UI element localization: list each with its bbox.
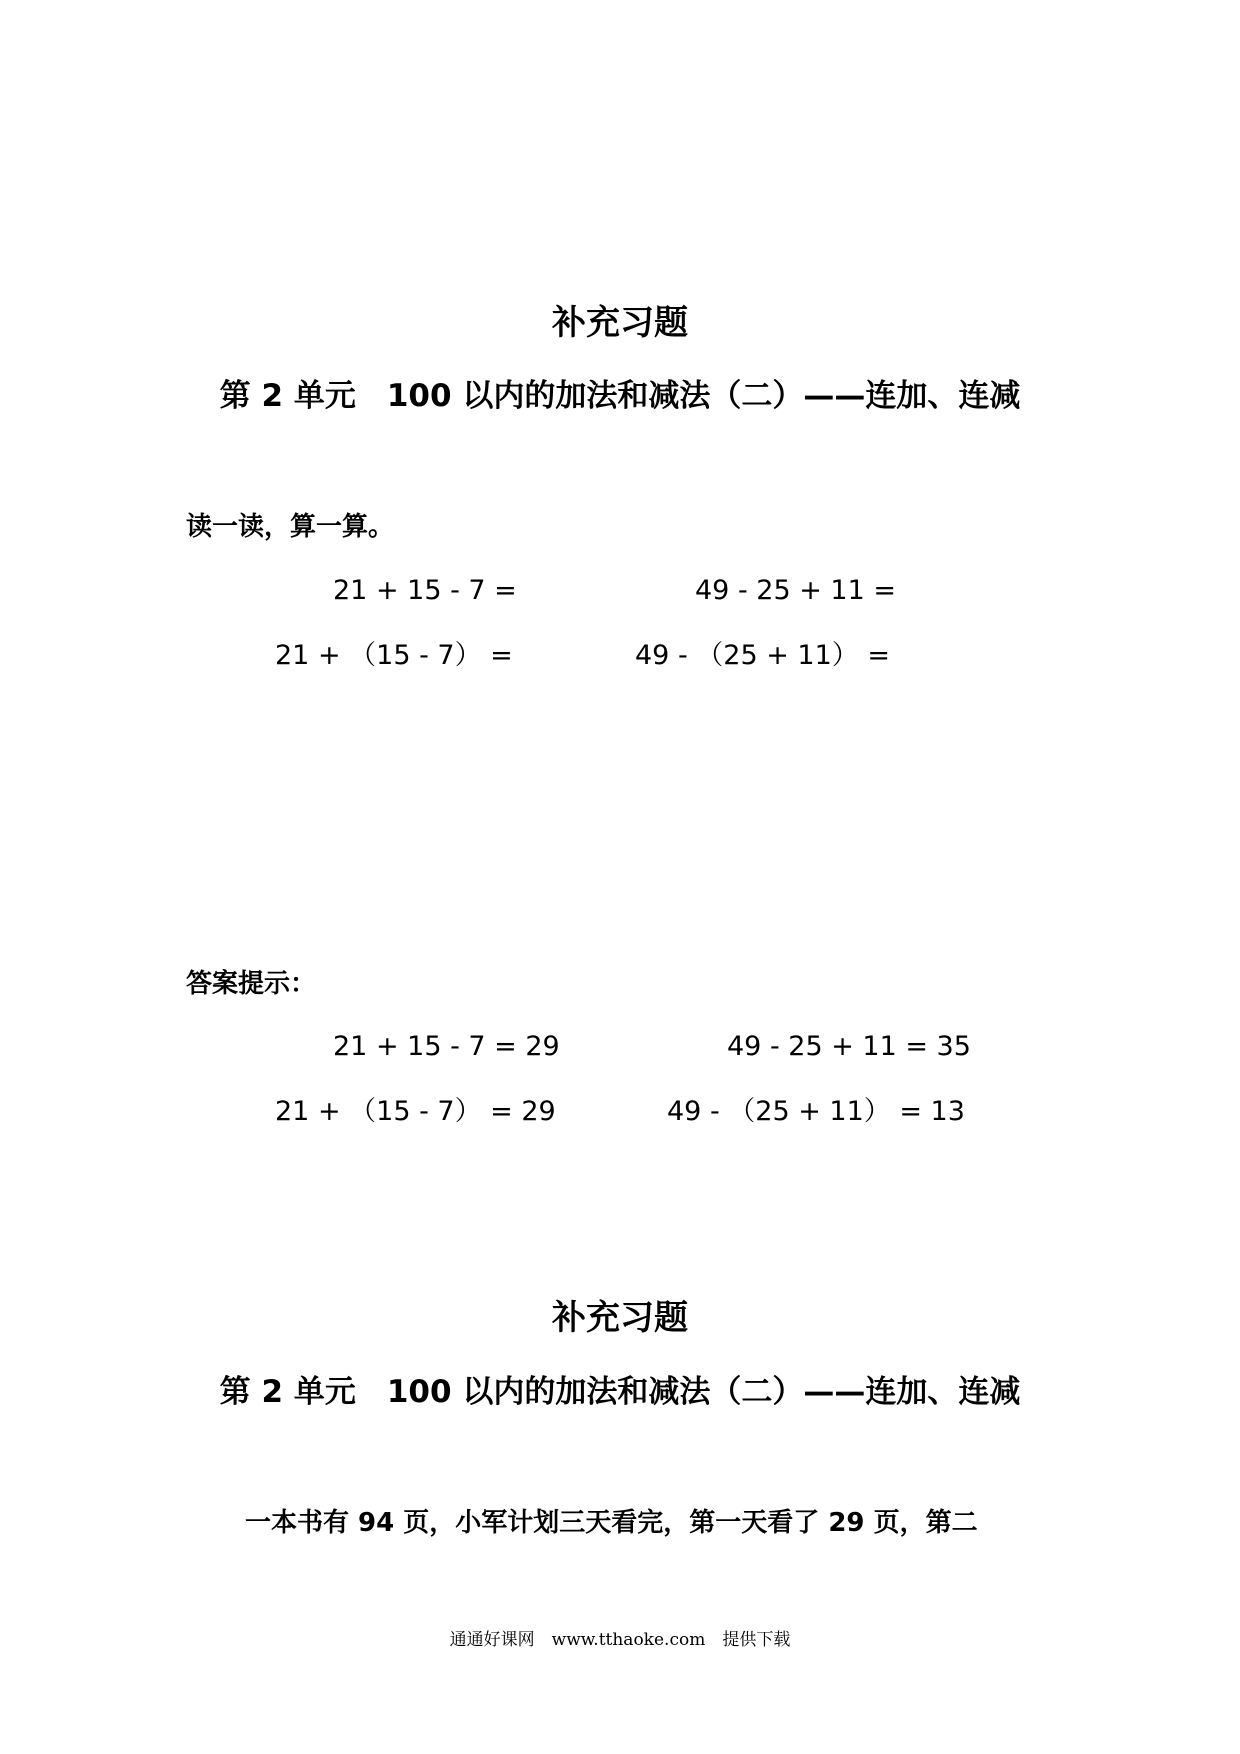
section2-subtitle: 第 2 单元 100 以内的加法和减法（二）——连加、连减 bbox=[219, 1374, 1021, 1410]
answer-expression-1: 21 + 15 - 7 = 29 bbox=[333, 1031, 560, 1062]
exercise-expression-3: 21 + （15 - 7） = bbox=[275, 640, 513, 671]
exercise-expression-2: 49 - 25 + 11 = bbox=[695, 575, 896, 606]
answer-expression-2: 49 - 25 + 11 = 35 bbox=[727, 1031, 971, 1062]
answers-label: 答案提示： bbox=[186, 969, 317, 999]
footer-text: 通通好课网 www.tthaoke.com 提供下载 bbox=[449, 1630, 791, 1650]
section1-subtitle: 第 2 单元 100 以内的加法和减法（二）——连加、连减 bbox=[219, 378, 1021, 414]
exercise-expression-1: 21 + 15 - 7 = bbox=[333, 575, 517, 606]
section1-title: 补充习题 bbox=[552, 303, 688, 343]
answer-expression-3: 21 + （15 - 7） = 29 bbox=[275, 1096, 556, 1127]
word-problem-text: 一本书有 94 页，小军计划三天看完，第一天看了 29 页，第二 bbox=[245, 1508, 978, 1538]
section2-title: 补充习题 bbox=[552, 1298, 688, 1338]
exercise-expression-4: 49 - （25 + 11） = bbox=[635, 640, 890, 671]
answer-expression-4: 49 - （25 + 11） = 13 bbox=[667, 1096, 965, 1127]
instruction-label: 读一读，算一算。 bbox=[186, 512, 395, 542]
